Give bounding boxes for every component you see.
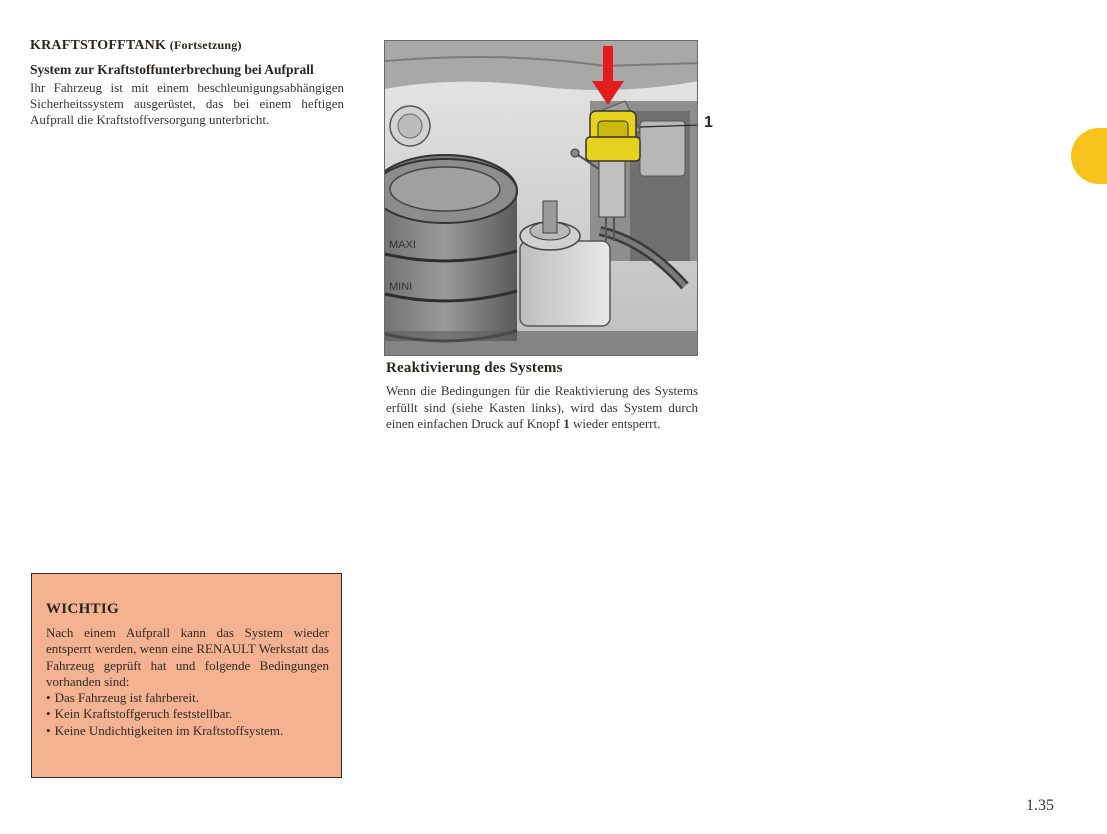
engine-illustration (384, 40, 698, 356)
intro-subtitle: System zur Kraftstoffunterbrechung bei Aufprall (30, 62, 314, 77)
conditions-list (46, 690, 329, 739)
section-title-text: KRAFTSTOFFTANK (30, 38, 167, 53)
reactivation-text (386, 383, 698, 433)
arrow-indicator (603, 46, 613, 84)
button-reference: 1 (563, 416, 570, 431)
middle-column (386, 360, 698, 433)
reactivation-text-part: wieder entsperrt. (569, 416, 661, 431)
engine-bay-drawing (385, 41, 698, 356)
important-text: Nach einem Aufprall kann das System wieder entsperrt werden, wenn eine RENAULT Werkstatt das Fahrzeug geprüft hat und folgende Bedingungen vorhanden sind: (46, 625, 329, 689)
list-item: • Kein Kraftstoffgeruch feststellbar. (46, 706, 329, 722)
max-mark: MAXI (389, 239, 416, 251)
intro-text: Ihr Fahrzeug ist mit einem beschleunigungsabhängigen Sicherheitssystem ausgerüstet, das bei einem heftigen Aufprall die Kraftstoffversorgung unterbricht. (30, 80, 344, 127)
section-title (30, 38, 344, 54)
important-box (31, 573, 342, 778)
list-item: • Keine Undichtigkeiten im Kraftstoffsystem. (46, 723, 329, 739)
list-item: • Das Fahrzeug ist fahrbereit. (46, 690, 329, 706)
chapter-tab (1071, 128, 1107, 184)
reactivation-title: Reaktivierung des Systems (386, 360, 563, 376)
min-mark: MINI (389, 281, 413, 293)
continuation-label: (Fortsetzung) (169, 38, 242, 52)
important-title: WICHTIG (46, 601, 119, 617)
page-number: 1.35 (1026, 797, 1054, 814)
left-column (30, 38, 344, 128)
reactivation-text-part: Wenn die Bedingungen für die Reaktivierung des Systems erfüllt sind (siehe Kasten links), wird das System durch einen einfachen Druck auf Knopf (386, 383, 698, 431)
callout-number: 1 (704, 114, 713, 131)
